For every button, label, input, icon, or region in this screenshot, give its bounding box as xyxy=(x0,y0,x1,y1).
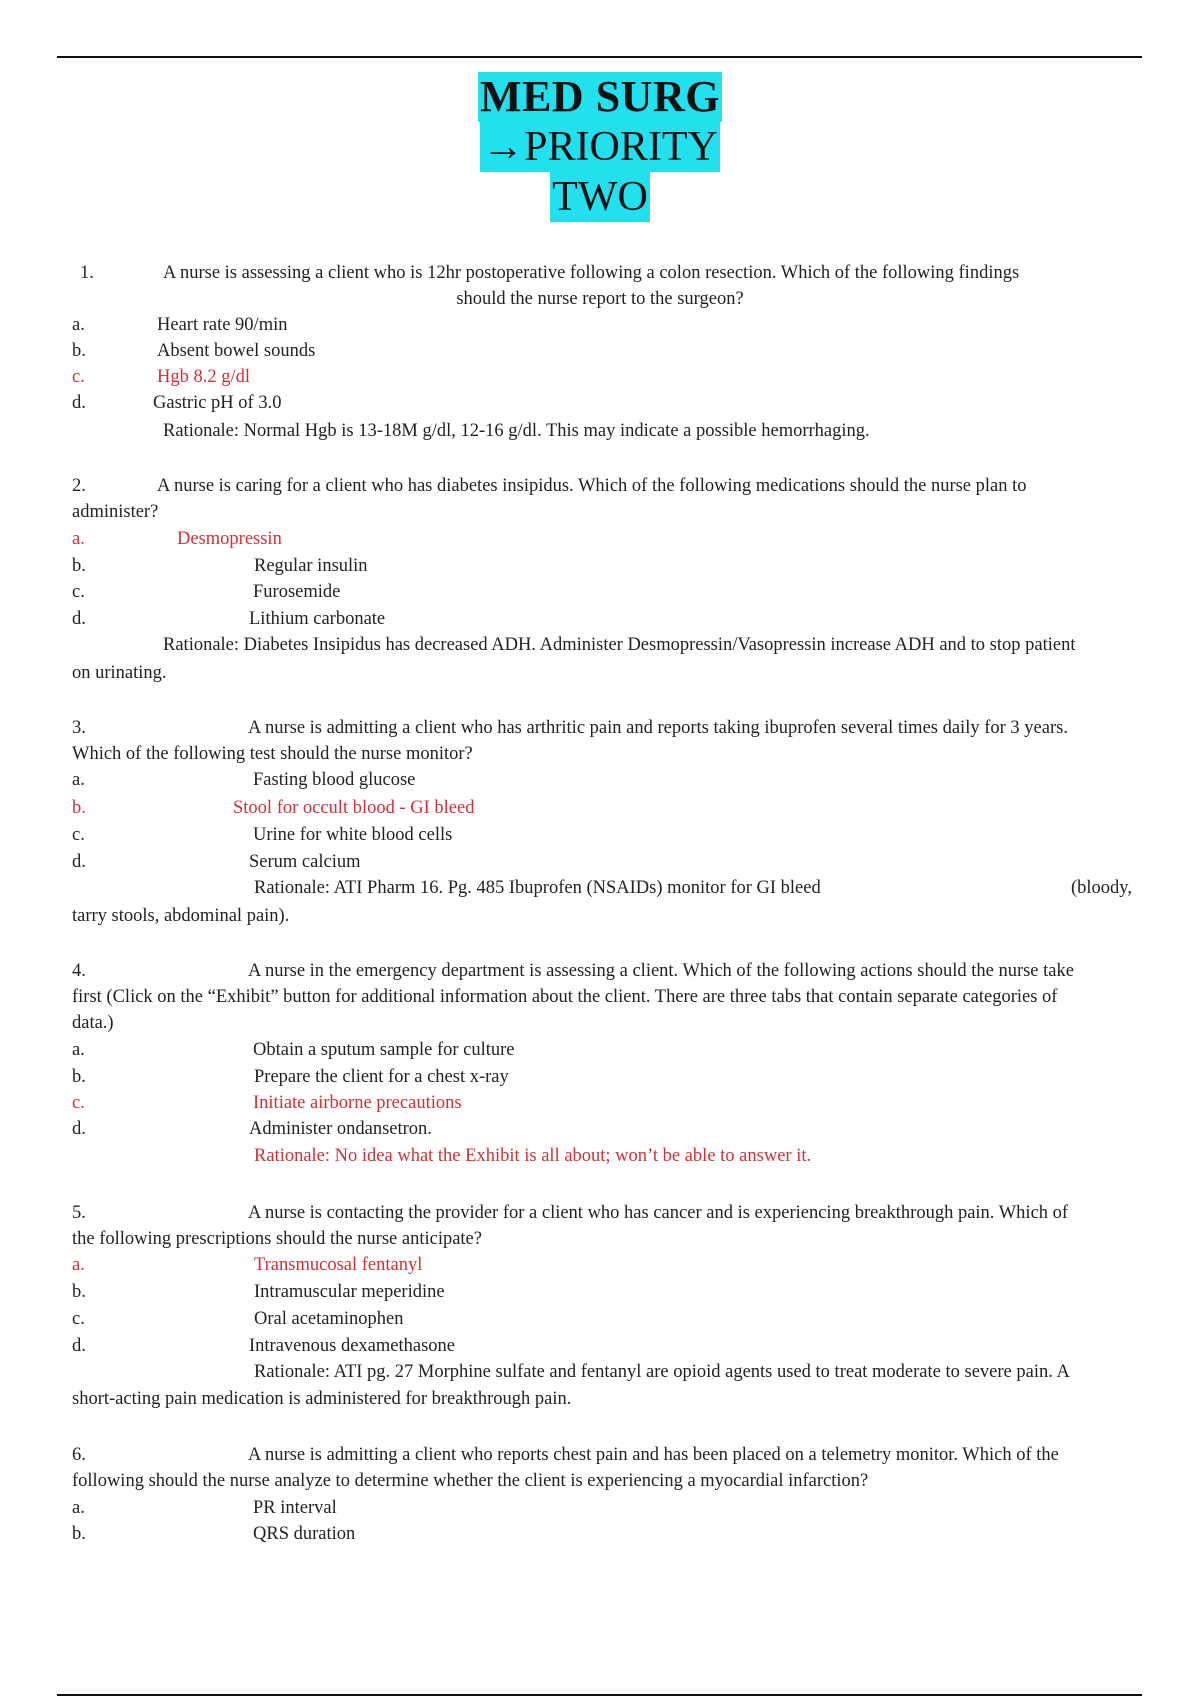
title-line-1: MED SURG xyxy=(480,72,720,121)
option-text: Fasting blood glucose xyxy=(253,770,416,790)
correct-option-text: Initiate airborne precautions xyxy=(253,1093,462,1113)
option-text: Gastric pH of 3.0 xyxy=(153,393,282,413)
option-letter: d. xyxy=(72,1336,86,1356)
correct-option-letter: c. xyxy=(72,367,85,387)
option-text: Intravenous dexamethasone xyxy=(249,1336,455,1356)
option-text: Administer ondansetron. xyxy=(249,1119,432,1139)
title-line-2: →PRIORITY xyxy=(482,124,718,170)
option-text: Heart rate 90/min xyxy=(157,315,288,335)
rationale-cont: on urinating. xyxy=(72,663,167,683)
correct-option-text: Hgb 8.2 g/dl xyxy=(157,367,251,387)
question-stem-cont: should the nurse report to the surgeon? xyxy=(456,289,744,309)
question-number: 2. xyxy=(72,476,86,496)
rationale-cont: short-acting pain medication is administered for breakthrough pain. xyxy=(72,1389,572,1409)
option-letter: b. xyxy=(72,1067,86,1087)
option-text: Regular insulin xyxy=(254,556,368,576)
option-text: PR interval xyxy=(253,1498,337,1518)
question-stem: A nurse is admitting a client who has arthritic pain and reports taking ibuprofen several times daily for 3 years. xyxy=(248,718,1068,738)
option-letter: a. xyxy=(72,770,85,790)
question-stem-cont: Which of the following test should the nurse monitor? xyxy=(72,744,473,764)
correct-option-letter: b. xyxy=(72,798,86,818)
question-stem-cont: administer? xyxy=(72,502,159,522)
rationale: Rationale: ATI pg. 27 Morphine sulfate and fentanyl are opioid agents used to treat moderate to severe pain. A xyxy=(254,1362,1070,1382)
question-stem: A nurse is assessing a client who is 12hr postoperative following a colon resection. Which of the following findings xyxy=(163,263,1020,283)
correct-option-letter: a. xyxy=(72,529,85,549)
option-letter: d. xyxy=(72,609,86,629)
rationale: Rationale: Normal Hgb is 13-18M g/dl, 12-16 g/dl. This may indicate a possible hemorrhaging. xyxy=(163,421,870,441)
top-rule xyxy=(57,56,1142,58)
bottom-rule xyxy=(57,1694,1142,1696)
option-text: Furosemide xyxy=(253,582,341,602)
question-number: 3. xyxy=(72,718,86,738)
option-text: Obtain a sputum sample for culture xyxy=(253,1040,515,1060)
correct-option-letter: a. xyxy=(72,1255,85,1275)
question-number: 5. xyxy=(72,1203,86,1223)
question-number: 4. xyxy=(72,961,86,981)
option-letter: c. xyxy=(72,582,85,602)
option-letter: b. xyxy=(72,556,86,576)
option-letter: a. xyxy=(72,1498,85,1518)
rationale-cont: tarry stools, abdominal pain). xyxy=(72,906,290,926)
correct-option-letter: c. xyxy=(72,1093,85,1113)
option-text: Serum calcium xyxy=(249,852,361,872)
option-text: QRS duration xyxy=(253,1524,356,1544)
option-text: Oral acetaminophen xyxy=(254,1309,404,1329)
question-stem-cont: following should the nurse analyze to determine whether the client is experiencing a myocardial infarction? xyxy=(72,1471,869,1491)
correct-option-text: Transmucosal fentanyl xyxy=(254,1255,423,1275)
option-text: Urine for white blood cells xyxy=(253,825,453,845)
option-letter: a. xyxy=(72,315,85,335)
option-letter: d. xyxy=(72,1119,86,1139)
question-stem-cont: the following prescriptions should the nurse anticipate? xyxy=(72,1229,482,1249)
option-letter: c. xyxy=(72,825,85,845)
question-stem: A nurse is admitting a client who reports chest pain and has been placed on a telemetry monitor. Which of the xyxy=(248,1445,1059,1465)
question-number: 1. xyxy=(80,263,94,283)
question-stem: A nurse is caring for a client who has diabetes insipidus. Which of the following medications should the nurse plan to xyxy=(157,476,1027,496)
rationale: Rationale: Diabetes Insipidus has decreased ADH. Administer Desmopressin/Vasopressin increase ADH and to stop patient xyxy=(163,635,1076,655)
option-letter: b. xyxy=(72,1282,86,1302)
correct-option-text: Stool for occult blood - GI bleed xyxy=(233,798,475,818)
rationale: Rationale: ATI Pharm 16. Pg. 485 Ibuprofen (NSAIDs) monitor for GI bleed xyxy=(254,878,821,898)
correct-option-text: Desmopressin xyxy=(177,529,282,549)
option-text: Absent bowel sounds xyxy=(157,341,316,361)
option-text: Lithium carbonate xyxy=(249,609,386,629)
option-letter: c. xyxy=(72,1309,85,1329)
option-letter: d. xyxy=(72,852,86,872)
rationale: Rationale: No idea what the Exhibit is all about; won’t be able to answer it. xyxy=(254,1146,812,1166)
option-letter: b. xyxy=(72,1524,86,1544)
question-number: 6. xyxy=(72,1445,86,1465)
document-title xyxy=(0,72,1200,222)
title-line-3: TWO xyxy=(552,174,648,220)
question-stem-cont: first (Click on the “Exhibit” button for additional information about the client. There are three tabs that contain separate categories of xyxy=(72,987,1058,1007)
option-letter: d. xyxy=(72,393,86,413)
option-text: Prepare the client for a chest x-ray xyxy=(254,1067,509,1087)
option-letter: b. xyxy=(72,341,86,361)
option-text: Intramuscular meperidine xyxy=(254,1282,445,1302)
question-stem: A nurse is contacting the provider for a client who has cancer and is experiencing breakthrough pain. Which of xyxy=(248,1203,1069,1223)
rationale-tail: (bloody, xyxy=(1071,878,1132,898)
question-stem: A nurse in the emergency department is assessing a client. Which of the following actions should the nurse take xyxy=(248,961,1074,981)
question-stem-cont: data.) xyxy=(72,1013,114,1033)
option-letter: a. xyxy=(72,1040,85,1060)
